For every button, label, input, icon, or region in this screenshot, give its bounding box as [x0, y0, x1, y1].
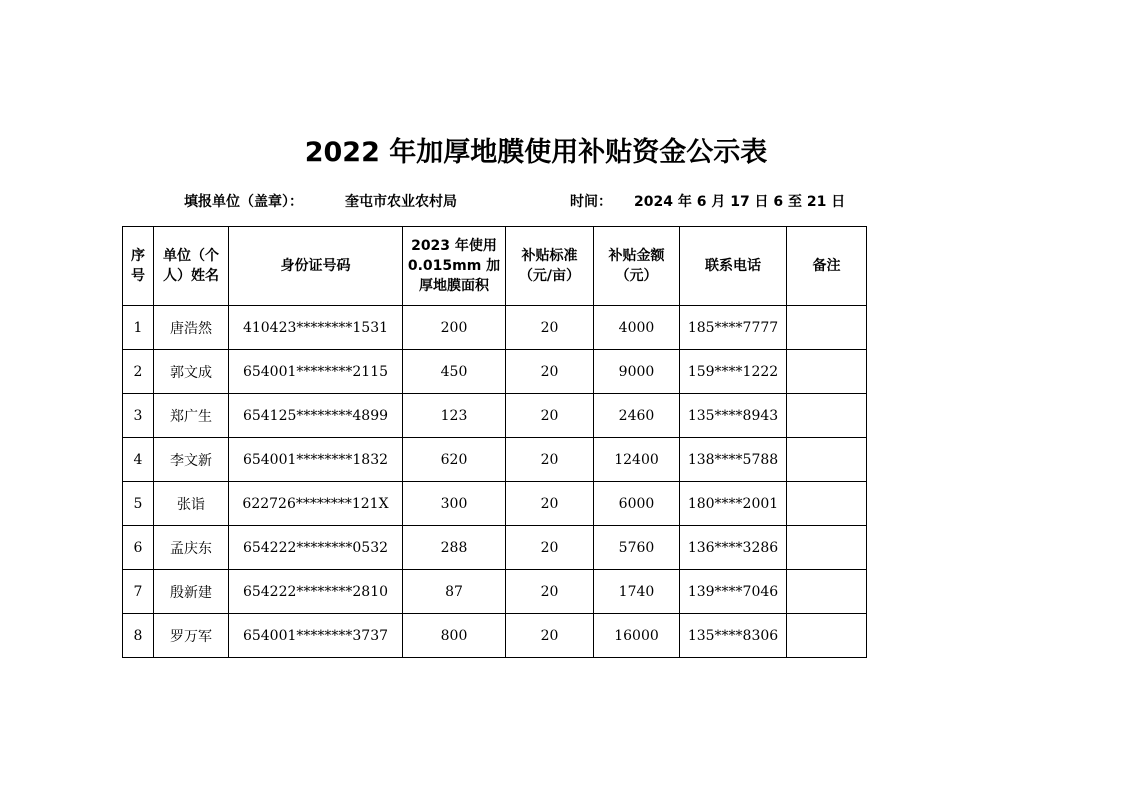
- row-id-number: 410423********1531: [229, 306, 403, 350]
- row-id-number: 654222********2810: [229, 570, 403, 614]
- table-body: [123, 306, 867, 658]
- row-seq: 5: [123, 482, 154, 526]
- row-standard: 20: [506, 482, 594, 526]
- row-remarks: [787, 570, 867, 614]
- row-standard: 20: [506, 438, 594, 482]
- row-standard: 20: [506, 394, 594, 438]
- row-seq: 8: [123, 614, 154, 658]
- row-id-number: 654001********2115: [229, 350, 403, 394]
- header-text-line: 联系电话: [705, 258, 761, 274]
- col-header-name: [154, 227, 229, 306]
- col-header-seq: [123, 227, 154, 306]
- row-phone: 180****2001: [680, 482, 787, 526]
- header-text-line: 序: [131, 248, 145, 264]
- col-header-area: [403, 227, 506, 306]
- table-row: [123, 438, 867, 482]
- row-phone: 136****3286: [680, 526, 787, 570]
- header-text-line: （元）: [615, 268, 658, 284]
- table-row: [123, 570, 867, 614]
- row-remarks: [787, 306, 867, 350]
- header-row: [123, 227, 867, 306]
- row-remarks: [787, 394, 867, 438]
- row-name: 罗万军: [154, 614, 229, 658]
- table-row: [123, 394, 867, 438]
- table-row: [123, 482, 867, 526]
- col-header-phone: [680, 227, 787, 306]
- header-text-line: 2023 年使用: [411, 238, 497, 254]
- row-standard: 20: [506, 526, 594, 570]
- row-name: 李文新: [154, 438, 229, 482]
- row-name: 郑广生: [154, 394, 229, 438]
- header-text-line: 补贴标准: [521, 248, 578, 264]
- row-remarks: [787, 350, 867, 394]
- row-seq: 1: [123, 306, 154, 350]
- row-seq: 4: [123, 438, 154, 482]
- time-label: 时间：: [570, 194, 612, 210]
- row-area: 300: [403, 482, 506, 526]
- filing-unit-label: 填报单位（盖章）：: [184, 194, 303, 210]
- col-header-amount: [594, 227, 680, 306]
- row-standard: 20: [506, 570, 594, 614]
- row-amount: 2460: [594, 394, 680, 438]
- row-name: 张诣: [154, 482, 229, 526]
- row-remarks: [787, 438, 867, 482]
- row-phone: 135****8943: [680, 394, 787, 438]
- header-text-line: 厚地膜面积: [419, 278, 489, 294]
- time-value: 2024 年 6 月 17 日 6 至 21 日: [634, 194, 846, 210]
- table-row: [123, 306, 867, 350]
- row-standard: 20: [506, 614, 594, 658]
- header-text-line: 备注: [812, 258, 841, 274]
- row-amount: 5760: [594, 526, 680, 570]
- header-text-line: 0.015mm 加: [407, 258, 501, 274]
- row-id-number: 654001********1832: [229, 438, 403, 482]
- col-header-id-number: [229, 227, 403, 306]
- row-name: 孟庆东: [154, 526, 229, 570]
- header-text-line: 补贴金额: [608, 248, 665, 264]
- row-standard: 20: [506, 306, 594, 350]
- row-area: 123: [403, 394, 506, 438]
- header-text-line: （元/亩）: [518, 268, 581, 284]
- header-text-line: 人）姓名: [163, 268, 219, 284]
- row-amount: 9000: [594, 350, 680, 394]
- row-seq: 2: [123, 350, 154, 394]
- table-row: [123, 614, 867, 658]
- row-remarks: [787, 526, 867, 570]
- row-area: 288: [403, 526, 506, 570]
- row-amount: 12400: [594, 438, 680, 482]
- row-id-number: 622726********121X: [229, 482, 403, 526]
- row-seq: 3: [123, 394, 154, 438]
- subsidy-table: [122, 226, 867, 658]
- row-name: 殷新建: [154, 570, 229, 614]
- row-phone: 159****1222: [680, 350, 787, 394]
- page-title: 2022 年加厚地膜使用补贴资金公示表: [304, 137, 768, 168]
- row-name: 郭文成: [154, 350, 229, 394]
- row-standard: 20: [506, 350, 594, 394]
- row-remarks: [787, 614, 867, 658]
- table-row: [123, 350, 867, 394]
- header-text-line: 身份证号码: [280, 258, 351, 274]
- row-seq: 7: [123, 570, 154, 614]
- row-amount: 4000: [594, 306, 680, 350]
- row-amount: 1740: [594, 570, 680, 614]
- row-area: 87: [403, 570, 506, 614]
- row-amount: 16000: [594, 614, 680, 658]
- col-header-standard: [506, 227, 594, 306]
- header-text-line: 单位（个: [163, 248, 219, 264]
- row-phone: 139****7046: [680, 570, 787, 614]
- row-seq: 6: [123, 526, 154, 570]
- filing-unit-value: 奎屯市农业农村局: [345, 194, 457, 210]
- row-area: 620: [403, 438, 506, 482]
- row-id-number: 654125********4899: [229, 394, 403, 438]
- table-row: [123, 526, 867, 570]
- row-id-number: 654001********3737: [229, 614, 403, 658]
- row-name: 唐浩然: [154, 306, 229, 350]
- row-area: 200: [403, 306, 506, 350]
- row-id-number: 654222********0532: [229, 526, 403, 570]
- row-phone: 138****5788: [680, 438, 787, 482]
- row-area: 800: [403, 614, 506, 658]
- row-area: 450: [403, 350, 506, 394]
- row-remarks: [787, 482, 867, 526]
- row-amount: 6000: [594, 482, 680, 526]
- header-text-line: 号: [131, 268, 145, 284]
- row-phone: 185****7777: [680, 306, 787, 350]
- row-phone: 135****8306: [680, 614, 787, 658]
- col-header-remarks: [787, 227, 867, 306]
